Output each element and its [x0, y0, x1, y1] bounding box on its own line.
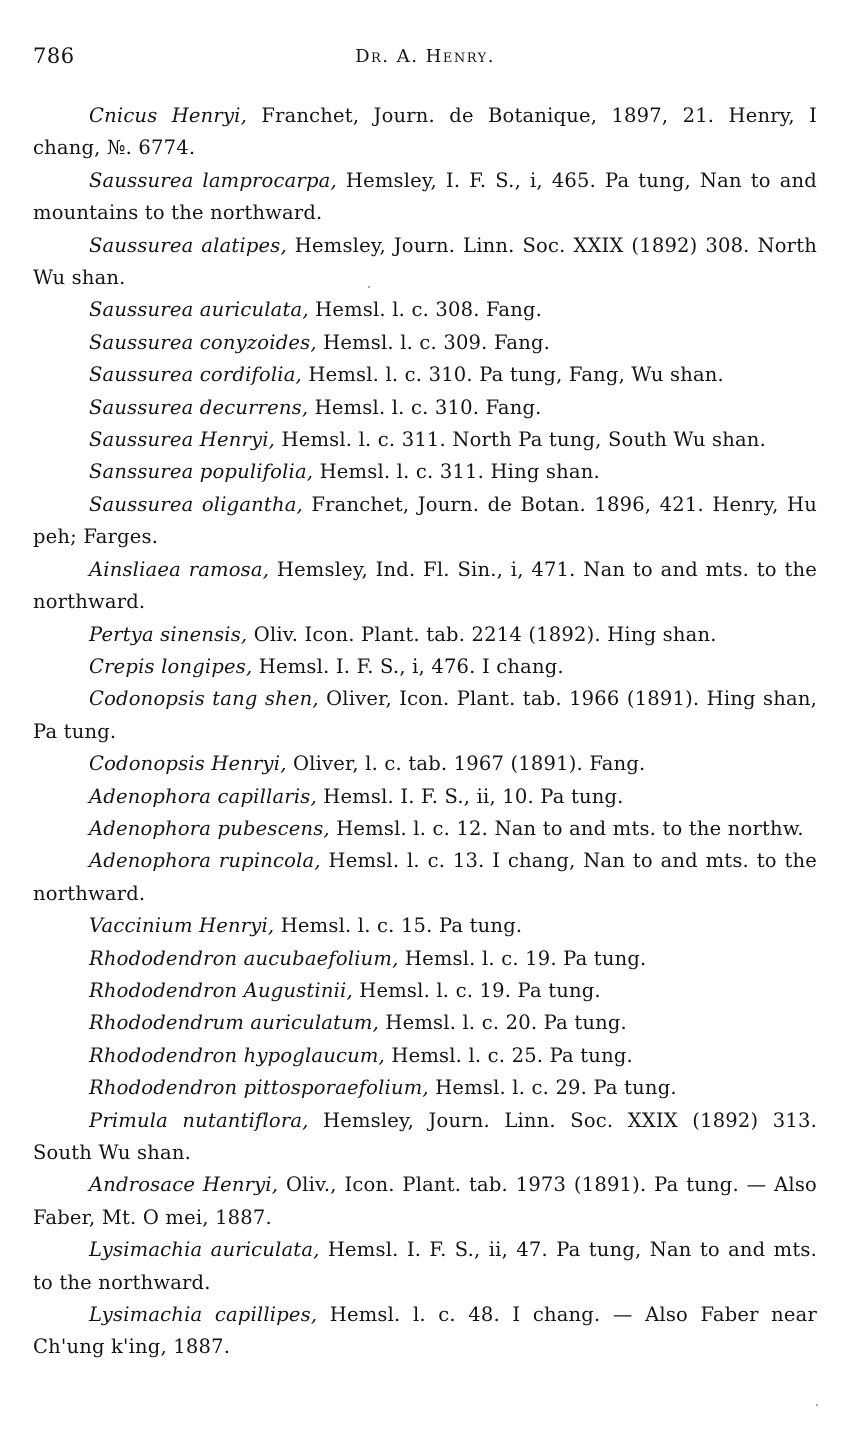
- species-entry: [33, 294, 817, 326]
- species-name: Saussurea auriculata,: [89, 298, 309, 322]
- species-list: [33, 100, 817, 1364]
- species-entry: [33, 1169, 817, 1234]
- species-name: Rhododendron Augustinii,: [89, 978, 353, 1002]
- species-entry: [33, 100, 817, 165]
- species-citation: Hemsl. I. F. S., ii, 47. Pa tung, Nan to and mts. to the northward.: [33, 1238, 817, 1294]
- species-citation: Hemsl. I. F. S., ii, 10. Pa tung.: [316, 784, 624, 808]
- species-name: Pertya sinensis,: [89, 622, 248, 646]
- species-entry: [33, 230, 817, 295]
- species-name: Cnicus Henryi,: [89, 104, 248, 127]
- species-citation: Hemsl. l. c. 309. Fang.: [316, 330, 551, 354]
- species-citation: Hemsl. l. c. 13. I chang, Nan to and mts. to the northward.: [33, 849, 817, 905]
- species-entry: [33, 424, 817, 456]
- species-name: Rhododendron hypoglaucum,: [89, 1043, 385, 1067]
- species-name: Vaccinium Henryi,: [89, 914, 275, 938]
- species-name: Codonopsis tang shen,: [89, 687, 319, 711]
- species-citation: Hemsl. l. c. 310. Pa tung, Fang, Wu shan.: [301, 363, 724, 387]
- species-name: Codonopsis Henryi,: [89, 752, 287, 776]
- species-name: Rhododendron aucubaefolium,: [89, 946, 399, 970]
- species-name: Lysimachia capillipes,: [89, 1303, 318, 1327]
- species-citation: Hemsl. l. c. 25. Pa tung.: [384, 1043, 633, 1067]
- species-citation: Hemsl. l. c. 308. Fang.: [308, 298, 543, 322]
- species-name: Saussurea oligantha,: [89, 492, 303, 516]
- species-name: Adenophora capillaris,: [89, 784, 317, 808]
- species-name: Saussurea cordifolia,: [89, 363, 302, 387]
- species-name: Saussurea conyzoides,: [89, 330, 317, 354]
- species-entry: [33, 359, 817, 391]
- species-name: Saussurea Henryi,: [89, 428, 276, 452]
- species-citation: Oliv. Icon. Plant. tab. 2214 (1892). Hing shan.: [247, 622, 717, 646]
- species-entry: [33, 910, 817, 942]
- species-entry: [33, 845, 817, 910]
- species-entry: [33, 1007, 817, 1039]
- species-entry: [33, 1072, 817, 1104]
- species-citation: Hemsl. l. c. 12. Nan to and mts. to the northw.: [329, 816, 804, 840]
- species-entry: [33, 781, 817, 813]
- species-entry: [33, 943, 817, 975]
- species-name: Rhododendrum auriculatum,: [89, 1011, 380, 1035]
- species-citation: Hemsl. l. c. 19. Pa tung.: [352, 978, 601, 1002]
- species-entry: [33, 975, 817, 1007]
- species-name: Adenophora rupincola,: [89, 849, 321, 873]
- species-entry: [33, 489, 817, 554]
- species-citation: Hemsley, Journ. Linn. Soc. XXIX (1892) 313. South Wu shan.: [33, 1108, 817, 1164]
- species-citation: Oliv., Icon. Plant. tab. 1973 (1891). Pa tung. — Also Faber, Mt. O mei, 1887.: [33, 1173, 817, 1229]
- species-citation: Hemsl. l. c. 311. Hing shan.: [313, 460, 600, 484]
- species-citation: Oliver, Icon. Plant. tab. 1966 (1891). Hing shan, Pa tung.: [33, 687, 817, 743]
- species-entry: [33, 619, 817, 651]
- species-entry: [33, 327, 817, 359]
- species-name: Ainsliaea ramosa,: [89, 557, 270, 581]
- species-entry: [33, 683, 817, 748]
- species-citation: Hemsl. l. c. 20. Pa tung.: [379, 1011, 627, 1035]
- species-citation: Franchet, Journ. de Botanique, 1897, 21. Henry, I chang, №. 6774.: [33, 104, 817, 160]
- species-entry: [33, 392, 817, 424]
- page-number: 786: [33, 44, 75, 68]
- species-name: Primula nutantiflora,: [89, 1108, 309, 1132]
- species-name: Rhododendron pittosporaefolium,: [89, 1076, 429, 1100]
- species-citation: Hemsl. l. c. 311. North Pa tung, South Wu shan.: [275, 428, 766, 452]
- species-citation: Oliver, l. c. tab. 1967 (1891). Fang.: [286, 752, 646, 776]
- species-name: Crepis longipes,: [89, 654, 253, 678]
- species-entry: [33, 1040, 817, 1072]
- species-citation: Hemsl. I. F. S., i, 476. I chang.: [252, 654, 564, 678]
- species-entry: [33, 554, 817, 619]
- species-citation: Hemsley, Ind. Fl. Sin., i, 471. Nan to and mts. to the northward.: [33, 557, 817, 614]
- print-speck: [816, 1404, 818, 1406]
- species-citation: Hemsl. l. c. 310. Fang.: [308, 395, 542, 419]
- species-entry: [33, 651, 817, 683]
- print-speck: [368, 286, 370, 288]
- species-name: Androsace Henryi,: [89, 1173, 279, 1197]
- species-entry: [33, 456, 817, 488]
- species-name: Saussurea lamprocarpa,: [89, 168, 337, 192]
- species-entry: [33, 813, 817, 845]
- species-entry: [33, 165, 817, 230]
- species-citation: Hemsley, I. F. S., i, 465. Pa tung, Nan to and mountains to the northward.: [33, 168, 817, 225]
- species-citation: Hemsl. l. c. 29. Pa tung.: [428, 1076, 677, 1100]
- species-name: Adenophora pubescens,: [89, 816, 330, 840]
- species-citation: Franchet, Journ. de Botan. 1896, 421. Henry, Hu peh; Farges.: [33, 492, 817, 549]
- species-citation: Hemsl. l. c. 48. I chang. — Also Faber near Ch'ung k'ing, 1887.: [33, 1303, 817, 1359]
- running-head: Dr. A. Henry.: [355, 46, 495, 67]
- species-citation: Hemsley, Journ. Linn. Soc. XXIX (1892) 308. North Wu shan.: [33, 233, 817, 290]
- species-entry: [33, 748, 817, 780]
- species-name: Lysimachia auriculata,: [89, 1238, 320, 1262]
- species-citation: Hemsl. l. c. 15. Pa tung.: [274, 914, 523, 938]
- species-entry: [33, 1234, 817, 1299]
- species-name: Saussurea decurrens,: [89, 395, 309, 419]
- page-header: [33, 44, 817, 74]
- species-name: Saussurea alatipes,: [89, 233, 287, 257]
- species-entry: [33, 1105, 817, 1170]
- species-entry: [33, 1299, 817, 1364]
- species-citation: Hemsl. l. c. 19. Pa tung.: [398, 946, 647, 970]
- species-name: Sanssurea populifolia,: [89, 460, 314, 484]
